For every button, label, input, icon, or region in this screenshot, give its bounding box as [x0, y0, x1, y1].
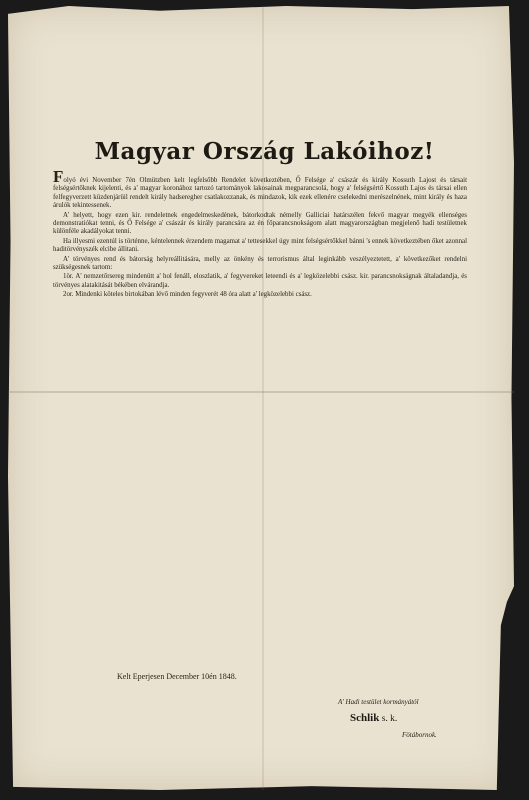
proclamation-body	[53, 167, 467, 301]
paragraph: A' helyett, hogy ezen kir. rendeletnek engedelmeskedének, bátorkodtak némelly Galliciai határszélen fekvő magyar megyék ellenséges demonstratiókat tenni, és Ő Felsége a' császár és király parancsára az én főparancsnokságom alatt magyarországban megjelenő hadi testületnek különféle akadályokat tenni.	[53, 211, 467, 236]
paragraph: Ha illyesmi ezentúl is történne, kéntelennek érzendem magamat a' tettesekkel úgy mint felségsértőkkel bánni 's ennek következtében őket azonnal haditörvényszék elcibe állitani.	[53, 237, 467, 254]
page-title: Magyar Ország Lakóihoz!	[94, 138, 435, 165]
date-line: Kelt Eperjesen December 10én 1848.	[117, 672, 237, 681]
signature-rank: Fötábornok.	[402, 731, 437, 739]
document-sheet	[8, 6, 514, 790]
decree-item: 1ör. A' nemzetőrsereg mindenütt a' hol fenáll, eloszlatik, a' fegyvereket leteendi és a' legközelebbi csász. kir. parancsnokságnak általadandja, és törvényes alatakitását békében elvárandja.	[53, 273, 467, 289]
drop-cap: F	[53, 167, 64, 186]
intro-paragraph	[53, 167, 467, 211]
fold-line-vertical	[262, 6, 264, 790]
signature-name	[350, 712, 397, 724]
intro-text: olyó évi November 7én Olmützben kelt legfelsőbb Rendelet következtében, Ő Felsége a' császár és király Kossuth Lajost és társait felségsértőknek kijelenti, és a' magyar koronához tartozó tartományok lakosainak megparancsolá, hogy a' felségsértő Kossuth Lajos és társai ellen felfegyverzett küzdenjárüil rendelt király hadseregher csatlakozzanak, és mindazok, kik ezek ellenére cselekedni merészelnének, mint király és haza árulók tekintessenek.	[53, 177, 467, 210]
paragraph: A' törvényes rend és bátorság helyreállitására, melly az önkény és terrorismus által leginkább veszélyeztetett, a' következőket rendelni szükségesnek tartom:	[53, 255, 467, 272]
signature-suffix: s. k.	[381, 714, 398, 724]
signature-org: A' Hadi testület kormányától	[338, 698, 419, 706]
signature-surname: Schlik	[350, 712, 380, 724]
fold-line-horizontal	[8, 391, 514, 393]
decree-item: 2or. Mindenki köteles birtokában lévő minden fegyverét 48 óra alatt a' legközelebbi csász.	[63, 291, 312, 299]
